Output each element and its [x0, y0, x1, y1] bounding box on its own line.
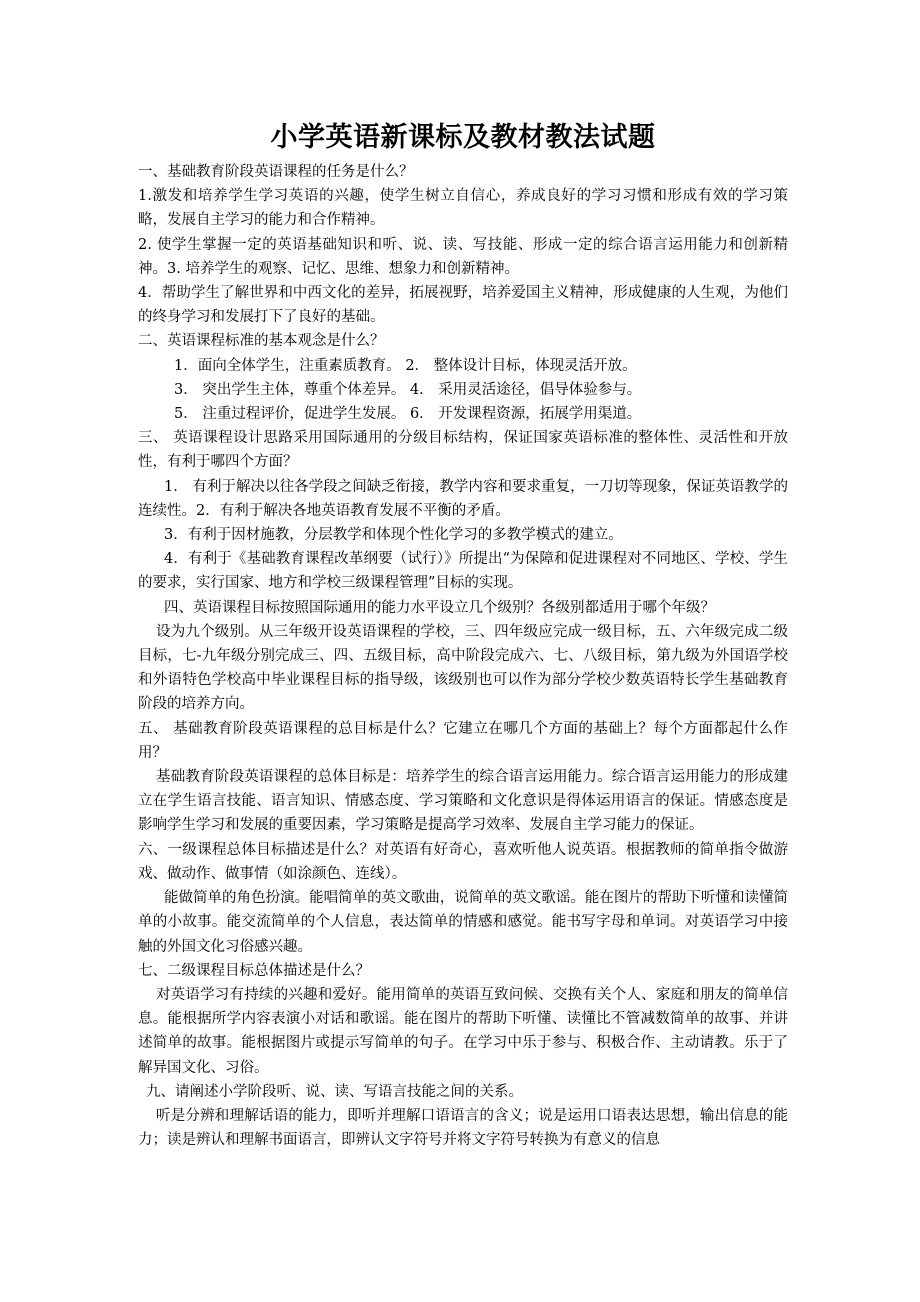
answer-9: 听是分辨和理解话语的能力，即听并理解口语语言的含义；说是运用口语表达思想，输出信息的能力；读是辨认和理解书面语言，即辨认文字符号并将文字符号转换为有意义的信息 — [138, 1107, 788, 1149]
answer-1-point-2-3: 2. 使学生掌握一定的英语基础知识和听、说、读、写技能、形成一定的综合语言运用能力和创新精神。3. 培养学生的观察、记忆、思维、想象力和创新精神。 — [138, 236, 788, 277]
answer-3-point-3: 3．有利于因材施教，分层教学和体现个性化学习的多教学模式的建立。 — [164, 527, 623, 544]
question-4-heading: 四、英语课程目标按照国际通用的能力水平设立几个级别？各级别都适用于哪个年级？ — [164, 599, 715, 616]
question-9-heading: 九、请阐述小学阶段听、说、读、写语言技能之间的关系。 — [146, 1083, 523, 1100]
answer-3-point-1-2: 1． 有利于解决以往各学段之间缺乏衔接，教学内容和要求重复，一刀切等现象，保证英语教学的连续性。2．有利于解决各地英语教育发展不平衡的矛盾。 — [138, 478, 788, 519]
answer-4: 设为九个级别。从三年级开设英语课程的学校，三、四年级应完成一级目标，五、六年级完成二级目标，七-九年级分别完成三、四、五级目标，高中阶段完成六、七、八级目标，第九级为外国语学校和外语特色学校高中毕业课程目标的指导级，该级别也可以作为部分学校少数英语特长学生基础教育阶段的培养方向。 — [138, 623, 788, 713]
document-title: 小学英语新课标及教材教法试题 — [270, 122, 656, 153]
answer-1-point-4: 4．帮助学生了解世界和中西文化的差异，拓展视野，培养爱国主义精神，形成健康的人生观，为他们的终身学习和发展打下了良好的基础。 — [138, 285, 788, 326]
question-3-heading: 三、 英语课程设计思路采用国际通用的分级目标结构，保证国家英语标准的整体性、灵活性和开放性，有利于哪四个方面？ — [138, 430, 788, 471]
answer-6: 能做简单的角色扮演。能唱简单的英文歌曲，说简单的英文歌谣。能在图片的帮助下听懂和读懂简单的小故事。能交流简单的个人信息，表达简单的情感和感觉。能书写字母和单词。对英语学习中接触的外国文化习俗感兴趣。 — [138, 890, 788, 955]
answer-2-line-2: 3． 突出学生主体，尊重个体差异。 4． 采用灵活途径，倡导体验参与。 — [174, 381, 642, 398]
answer-2-line-3: 5． 注重过程评价，促进学生发展。 6． 开发课程资源，拓展学用渠道。 — [174, 406, 642, 423]
question-7-heading: 七、二级课程目标总体描述是什么？ — [138, 962, 370, 979]
answer-2-line-1: 1．面向全体学生，注重素质教育。 2． 整体设计目标，体现灵活开放。 — [174, 357, 637, 374]
question-5-heading: 五、 基础教育阶段英语课程的总目标是什么？它建立在哪几个方面的基础上？每个方面都起什么作用？ — [138, 720, 788, 761]
answer-1-point-1: 1.激发和培养学生学习英语的兴趣，使学生树立自信心，养成良好的学习习惯和形成有效的学习策略，发展自主学习的能力和合作精神。 — [138, 188, 788, 229]
question-2-heading: 二、英语课程标准的基本观念是什么？ — [138, 333, 385, 350]
document-page — [138, 118, 788, 1152]
answer-7: 对英语学习有持续的兴趣和爱好。能用简单的英语互致问候、交换有关个人、家庭和朋友的简单信息。能根据所学内容表演小对话和歌谣。能在图片的帮助下听懂、读懂比不管减数简单的故事、并讲述简单的故事。能根据图片或提示写简单的句子。在学习中乐于参与、积极合作、主动请教。乐于了解异国文化、习俗。 — [138, 986, 788, 1076]
question-6-heading: 六、一级课程总体目标描述是什么？对英语有好奇心，喜欢听他人说英语。根据教师的简单指令做游戏、做动作、做事情（如涂颜色、连线）。 — [138, 841, 788, 882]
answer-3-point-4: 4．有利于《基础教育课程改革纲要（试行）》所提出“为保障和促进课程对不同地区、学校、学生的要求，实行国家、地方和学校三级课程管理”目标的实现。 — [138, 551, 788, 592]
answer-5: 基础教育阶段英语课程的总体目标是：培养学生的综合语言运用能力。综合语言运用能力的形成建立在学生语言技能、语言知识、情感态度、学习策略和文化意识是得体运用语言的保证。情感态度是影响学生学习和发展的重要因素，学习策略是提高学习效率、发展自主学习能力的保证。 — [138, 769, 788, 834]
question-1-heading: 一、基础教育阶段英语课程的任务是什么？ — [138, 164, 414, 180]
